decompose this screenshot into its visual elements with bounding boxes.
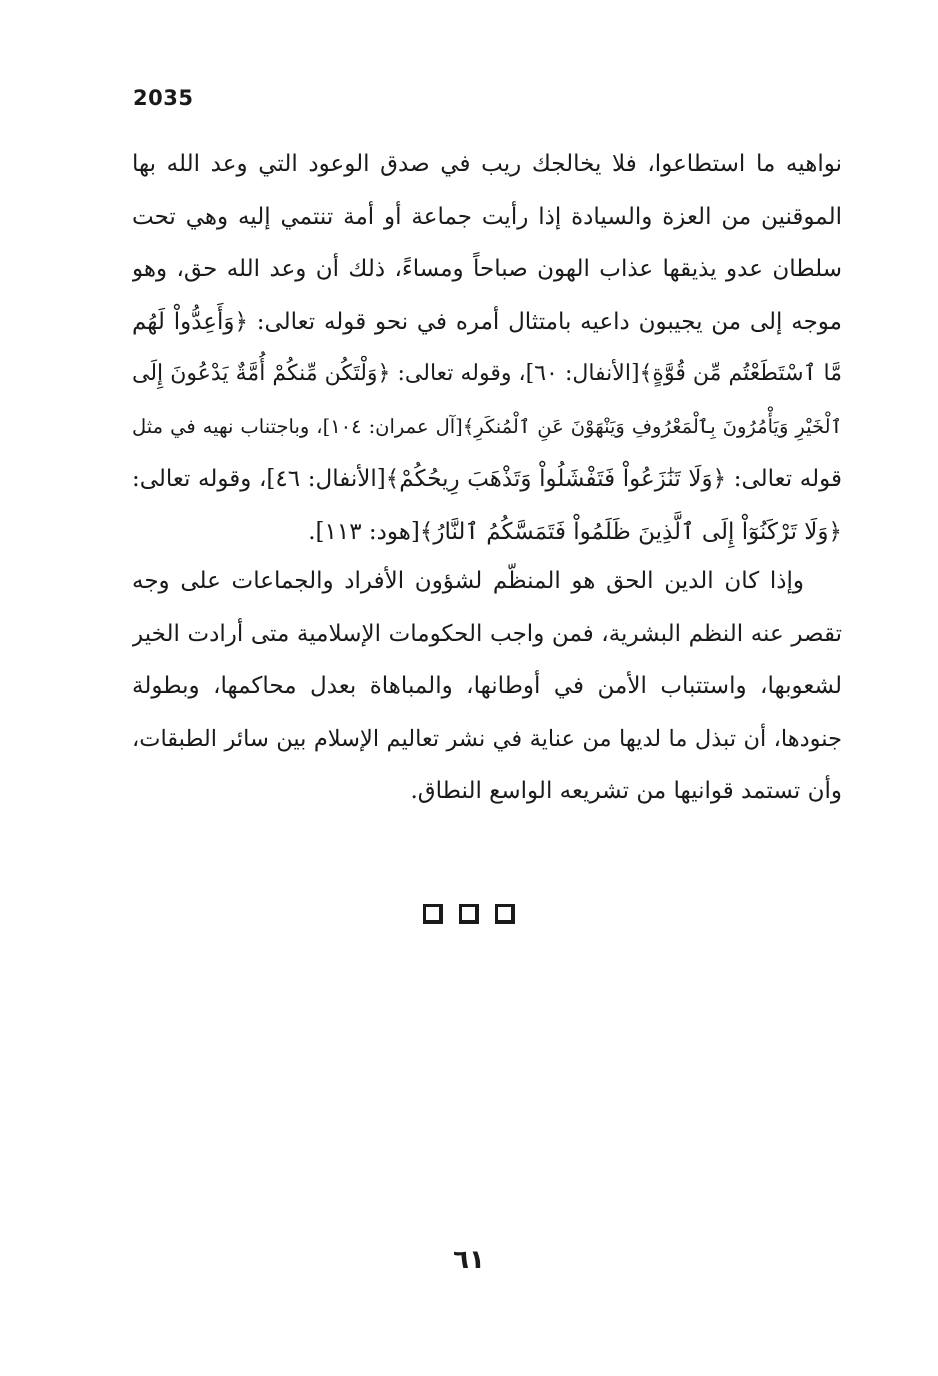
paragraph-line: الموقنين من العزة والسيادة إذا رأيت جماعة أو أمة تنتمي إليه وهي تحت (132, 203, 842, 230)
page-number-top: 2035 (133, 86, 194, 110)
paragraph-1 (132, 138, 842, 558)
paragraph-line: ﴿وَلَا تَرْكَنُوٓاْ إِلَى ٱلَّذِينَ ظَلَمُواْ فَتَمَسَّكُمُ ٱلنَّارُ﴾[هود: ١١٣]. (308, 518, 842, 545)
paragraph-line: لشعوبها، واستتباب الأمن في أوطانها، والمباهاة بعدل محاكمها، وبطولة (132, 673, 842, 699)
paragraph-line: قوله تعالى: ﴿وَلَا تَنَٰزَعُواْ فَتَفْشَلُواْ وَتَذْهَبَ رِيحُكُمْ﴾[الأنفال: ٤٦]، وقوله تعالى: (132, 466, 842, 492)
paragraph-line: وإذا كان الدين الحق هو المنظّم لشؤون الأفراد والجماعات على وجه (132, 568, 804, 594)
paragraph-line: مَّا ٱسْتَطَعْتُم مِّن قُوَّةٍ﴾[الأنفال: ٦٠]، وقوله تعالى: ﴿وَلْتَكُن مِّنكُمْ أُمَّةٌ يَدْعُونَ إِلَى (132, 361, 842, 386)
paragraph-2 (132, 555, 842, 818)
paragraph-line: موجه إلى من يجيبون داعيه بامتثال أمره في نحو قوله تعالى: ﴿وَأَعِدُّواْ لَهُم (132, 308, 842, 335)
square-icon (459, 904, 479, 924)
paragraph-line: جنودها، أن تبذل ما لديها من عناية في نشر تعاليم الإسلام بين سائر الطبقات، (132, 725, 842, 752)
square-icon (423, 904, 443, 924)
paragraph-line: وأن تستمد قوانيها من تشريعه الواسع النطاق. (410, 778, 842, 804)
page-number-bottom: ٦١ (453, 1245, 485, 1275)
paragraph-line: نواهيه ما استطاعوا، فلا يخالجك ريب في صدق الوعود التي وعد الله بها (132, 151, 842, 177)
paragraph-line: سلطان عدو يذيقها عذاب الهون صباحاً ومساءً، ذلك أن وعد الله حق، وهو (132, 256, 842, 282)
paragraph-line: ٱلْخَيْرِ وَيَأْمُرُونَ بِٱلْمَعْرُوفِ وَيَنْهَوْنَ عَنِ ٱلْمُنكَرِ﴾[آل عمران: ١٠٤]، وباجتناب نهيه في مثل (132, 414, 842, 438)
square-icon (495, 904, 515, 924)
paragraph-line: تقصر عنه النظم البشرية، فمن واجب الحكومات الإسلامية متى أرادت الخير (132, 620, 842, 647)
section-separator (0, 904, 938, 924)
